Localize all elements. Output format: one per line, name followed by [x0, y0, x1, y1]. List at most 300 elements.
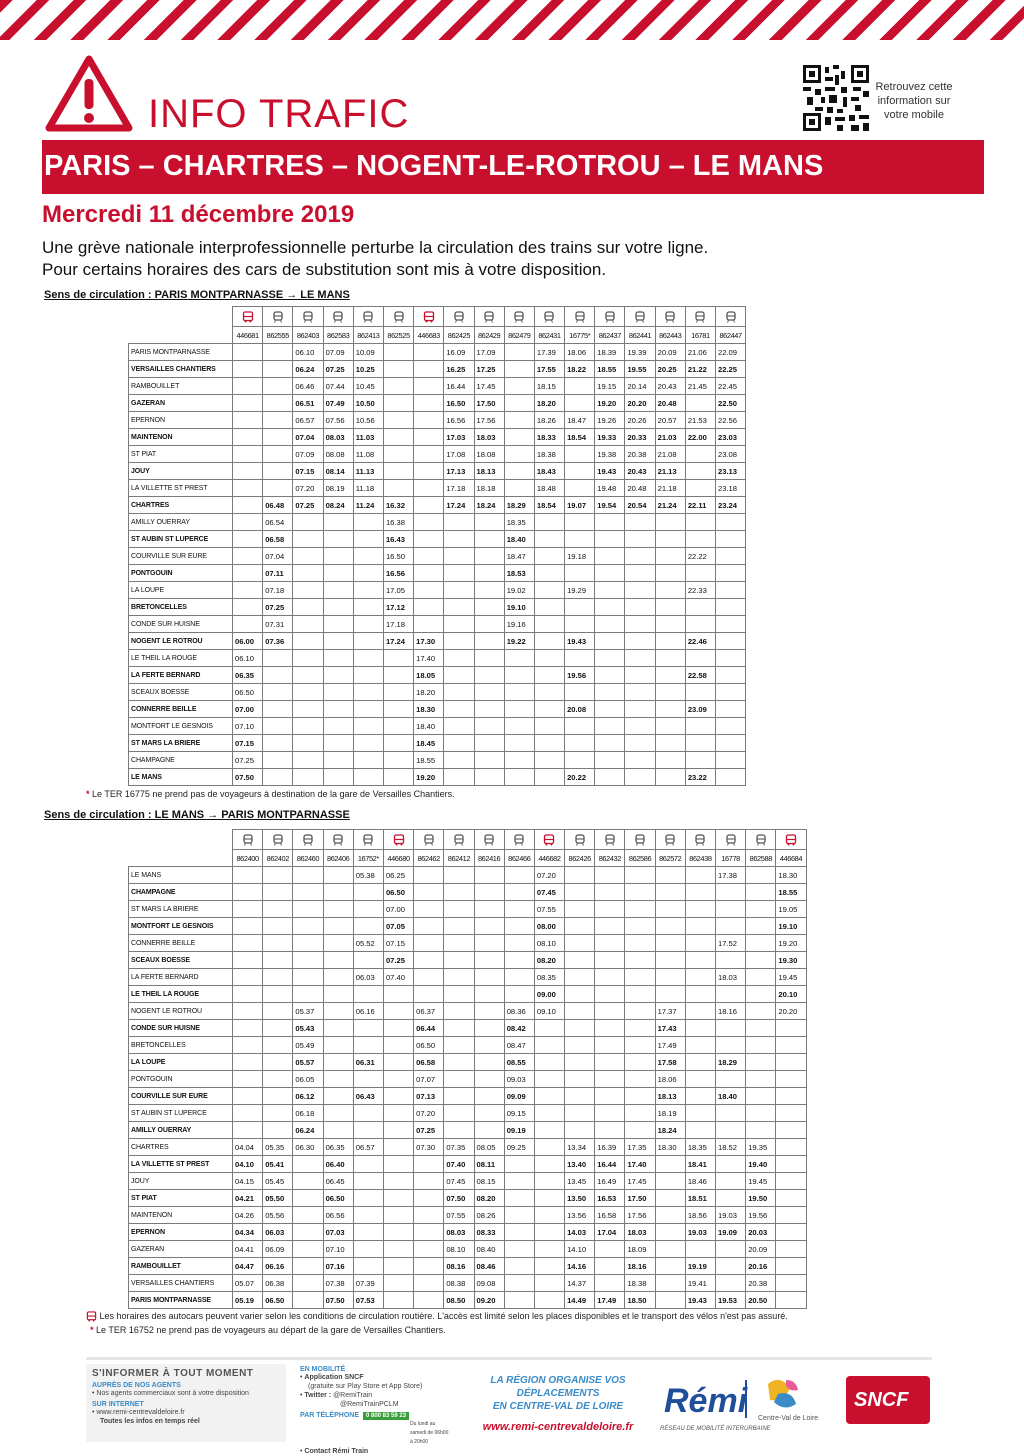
mobile-app[interactable]: • Application SNCF	[300, 1374, 364, 1381]
time-cell	[534, 616, 564, 633]
station-name: BRETONCELLES	[129, 1037, 233, 1054]
time-cell: 09.25	[504, 1139, 534, 1156]
time-cell	[323, 884, 353, 901]
time-cell: 07.38	[323, 1275, 353, 1292]
time-cell: 06.38	[263, 1275, 293, 1292]
time-cell: 06.10	[233, 650, 263, 667]
time-cell: 18.03	[716, 969, 746, 986]
mode-cell	[565, 830, 595, 850]
time-cell	[474, 1003, 504, 1020]
time-cell	[353, 1224, 383, 1241]
time-cell	[716, 1020, 746, 1037]
website-link[interactable]: www.remi-centrevaldeloire.fr	[482, 1421, 634, 1433]
time-cell	[263, 718, 293, 735]
time-cell: 18.16	[625, 1258, 655, 1275]
time-cell: 18.03	[474, 429, 504, 446]
train-icon	[393, 311, 405, 323]
station-name: LE MANS	[129, 867, 233, 884]
time-cell	[383, 1156, 413, 1173]
time-cell	[685, 480, 715, 497]
train-number: 16752*	[353, 850, 383, 867]
time-cell	[625, 684, 655, 701]
time-cell	[263, 412, 293, 429]
time-cell: 18.30	[776, 867, 806, 884]
time-cell: 20.16	[746, 1258, 776, 1275]
internet-url[interactable]: • www.remi-centrevaldeloire.fr	[92, 1409, 185, 1416]
time-cell	[655, 531, 685, 548]
time-cell: 06.16	[353, 1003, 383, 1020]
time-cell: 18.13	[655, 1088, 685, 1105]
time-cell	[534, 565, 564, 582]
time-cell: 13.34	[565, 1139, 595, 1156]
time-cell	[414, 565, 444, 582]
time-cell	[595, 650, 625, 667]
time-cell	[565, 616, 595, 633]
time-cell	[655, 718, 685, 735]
time-cell	[383, 1207, 413, 1224]
station-name: LE THEIL LA ROUGE	[129, 986, 233, 1003]
footer	[86, 1357, 932, 1455]
twitter-line-2[interactable]: @RemiTrainPCLM	[340, 1401, 399, 1408]
time-cell	[353, 884, 383, 901]
time-cell: 17.04	[595, 1224, 625, 1241]
time-cell	[323, 752, 353, 769]
train-icon	[604, 834, 616, 846]
time-cell: 19.15	[595, 378, 625, 395]
mode-cell	[534, 830, 564, 850]
time-cell: 18.41	[685, 1156, 715, 1173]
table-row	[129, 480, 746, 497]
time-cell	[534, 1207, 564, 1224]
time-cell	[323, 986, 353, 1003]
train-icon	[574, 311, 586, 323]
time-cell	[625, 1037, 655, 1054]
time-cell	[263, 667, 293, 684]
time-cell	[323, 1054, 353, 1071]
train-icon	[483, 834, 495, 846]
time-cell	[625, 884, 655, 901]
time-cell: 18.39	[595, 344, 625, 361]
time-cell: 08.24	[323, 497, 353, 514]
footnote-text: Le TER 16752 ne prend pas de voyageurs au départ de la gare de Versailles Chantiers.	[96, 1325, 446, 1335]
time-cell	[383, 1054, 413, 1071]
time-cell: 19.53	[716, 1292, 746, 1309]
time-cell: 06.54	[263, 514, 293, 531]
time-cell	[383, 480, 413, 497]
time-cell	[716, 1190, 746, 1207]
time-cell	[414, 884, 444, 901]
time-cell: 19.43	[565, 633, 595, 650]
time-cell	[444, 616, 474, 633]
time-cell: 06.56	[323, 1207, 353, 1224]
time-cell: 05.50	[263, 1190, 293, 1207]
time-cell: 06.50	[383, 884, 413, 901]
station-name: RAMBOUILLET	[129, 1258, 233, 1275]
time-cell	[293, 1258, 323, 1275]
time-cell: 17.45	[474, 378, 504, 395]
time-cell: 06.00	[233, 633, 263, 650]
time-cell	[716, 1173, 746, 1190]
train-icon	[664, 834, 676, 846]
mode-cell	[625, 830, 655, 850]
time-cell	[233, 1003, 263, 1020]
time-cell	[263, 1071, 293, 1088]
train-number: 862400	[233, 850, 263, 867]
time-cell	[565, 1122, 595, 1139]
time-cell: 07.45	[534, 884, 564, 901]
time-cell	[746, 1071, 776, 1088]
time-cell	[716, 531, 746, 548]
time-cell	[504, 901, 534, 918]
time-cell	[716, 918, 746, 935]
time-cell	[293, 616, 323, 633]
footer-info-panel	[86, 1364, 286, 1442]
time-cell: 07.44	[323, 378, 353, 395]
twitter-line[interactable]: • Twitter : @RemiTrain	[300, 1392, 373, 1399]
time-cell: 16.50	[444, 395, 474, 412]
time-cell: 06.50	[414, 1037, 444, 1054]
time-cell: 17.40	[414, 650, 444, 667]
time-cell	[595, 901, 625, 918]
time-cell	[293, 752, 323, 769]
time-cell	[776, 1258, 806, 1275]
time-cell	[444, 1037, 474, 1054]
qr-code-icon[interactable]	[803, 65, 869, 131]
time-cell	[383, 735, 413, 752]
station-name: CHAMPAGNE	[129, 884, 233, 901]
time-cell	[383, 1071, 413, 1088]
time-cell: 18.20	[414, 684, 444, 701]
phone-number[interactable]: 0 800 83 59 23	[363, 1412, 409, 1420]
time-cell	[655, 650, 685, 667]
header-corner	[129, 307, 233, 327]
time-cell: 11.13	[353, 463, 383, 480]
mode-cell	[534, 307, 564, 327]
description-line-1: Une grève nationale interprofessionnelle perturbe la circulation des trains sur votre ligne.	[42, 238, 709, 257]
asterisk-icon: *	[86, 789, 90, 799]
time-cell: 16.32	[383, 497, 413, 514]
time-cell	[716, 718, 746, 735]
time-cell: 13.40	[565, 1156, 595, 1173]
phone-title: PAR TÉLÉPHONE 0 800 83 59 23	[300, 1412, 452, 1420]
bus-icon	[393, 834, 405, 846]
time-cell: 06.50	[263, 1292, 293, 1309]
time-cell: 18.46	[685, 1173, 715, 1190]
time-cell	[233, 565, 263, 582]
time-cell: 08.38	[444, 1275, 474, 1292]
time-cell	[353, 1207, 383, 1224]
time-cell	[293, 901, 323, 918]
time-cell	[474, 650, 504, 667]
time-cell	[323, 1037, 353, 1054]
time-cell	[263, 480, 293, 497]
time-cell	[625, 1105, 655, 1122]
train-number: 862462	[414, 850, 444, 867]
time-cell: 04.26	[233, 1207, 263, 1224]
time-cell	[655, 565, 685, 582]
time-cell	[263, 1037, 293, 1054]
time-cell: 06.09	[263, 1241, 293, 1258]
bus-icon	[543, 834, 555, 846]
time-cell	[776, 1139, 806, 1156]
time-cell: 07.25	[383, 952, 413, 969]
table-row	[129, 463, 746, 480]
time-cell	[565, 395, 595, 412]
mode-cell	[444, 830, 474, 850]
time-cell	[595, 1241, 625, 1258]
time-cell	[595, 1037, 625, 1054]
time-cell	[504, 463, 534, 480]
time-cell	[383, 1292, 413, 1309]
time-cell	[625, 1088, 655, 1105]
time-cell	[655, 901, 685, 918]
time-cell	[383, 1224, 413, 1241]
time-cell	[685, 1071, 715, 1088]
time-cell: 20.03	[746, 1224, 776, 1241]
station-name: MAINTENON	[129, 429, 233, 446]
timetable-inbound	[128, 829, 807, 1309]
table-row	[129, 565, 746, 582]
time-cell	[685, 718, 715, 735]
time-cell	[655, 701, 685, 718]
time-cell	[534, 1258, 564, 1275]
train-icon	[755, 834, 767, 846]
time-cell	[233, 463, 263, 480]
station-name: COURVILLE SUR EURE	[129, 548, 233, 565]
time-cell: 17.55	[534, 361, 564, 378]
time-cell	[565, 565, 595, 582]
time-cell: 08.50	[444, 1292, 474, 1309]
time-cell	[383, 1258, 413, 1275]
asterisk-icon: *	[90, 1325, 94, 1335]
time-cell	[685, 1020, 715, 1037]
time-cell: 19.07	[565, 497, 595, 514]
time-cell	[685, 650, 715, 667]
time-cell: 07.10	[233, 718, 263, 735]
time-cell: 17.25	[474, 361, 504, 378]
time-cell: 05.56	[263, 1207, 293, 1224]
time-cell	[504, 1173, 534, 1190]
time-cell	[685, 952, 715, 969]
time-cell	[444, 1071, 474, 1088]
time-cell	[716, 752, 746, 769]
time-cell	[565, 1088, 595, 1105]
table-row	[129, 412, 746, 429]
time-cell: 17.40	[625, 1156, 655, 1173]
time-cell	[716, 884, 746, 901]
footer-contact-panel	[296, 1364, 456, 1455]
time-cell	[383, 718, 413, 735]
time-cell	[263, 446, 293, 463]
time-cell	[444, 1105, 474, 1122]
time-cell	[625, 918, 655, 935]
table-row	[129, 378, 746, 395]
time-cell	[414, 1190, 444, 1207]
mode-cell	[474, 830, 504, 850]
station-name: PONTGOUIN	[129, 1071, 233, 1088]
train-icon	[302, 311, 314, 323]
time-cell	[534, 531, 564, 548]
time-cell: 22.46	[685, 633, 715, 650]
train-number: 862572	[655, 850, 685, 867]
train-icon	[513, 311, 525, 323]
time-cell	[534, 1105, 564, 1122]
table-row	[129, 952, 807, 969]
time-cell: 04.47	[233, 1258, 263, 1275]
time-cell	[685, 446, 715, 463]
time-cell: 07.25	[263, 599, 293, 616]
time-cell	[323, 650, 353, 667]
time-cell: 19.35	[746, 1139, 776, 1156]
time-cell	[504, 867, 534, 884]
time-cell	[685, 884, 715, 901]
time-cell: 05.52	[353, 935, 383, 952]
time-cell: 20.50	[746, 1292, 776, 1309]
time-cell	[746, 1003, 776, 1020]
time-cell	[565, 901, 595, 918]
time-cell	[444, 1088, 474, 1105]
time-cell	[383, 1037, 413, 1054]
time-cell: 07.35	[444, 1139, 474, 1156]
station-name: CONNERRE BEILLE	[129, 701, 233, 718]
time-cell	[504, 769, 534, 786]
station-name: ST PIAT	[129, 1190, 233, 1207]
time-cell: 08.10	[534, 935, 564, 952]
time-cell	[293, 718, 323, 735]
time-cell	[655, 1241, 685, 1258]
time-cell: 17.18	[444, 480, 474, 497]
time-cell: 08.20	[474, 1190, 504, 1207]
time-cell: 04.10	[233, 1156, 263, 1173]
time-cell	[414, 395, 444, 412]
time-cell: 22.45	[716, 378, 746, 395]
time-cell	[353, 918, 383, 935]
train-icon	[332, 311, 344, 323]
time-cell	[353, 565, 383, 582]
time-cell	[323, 718, 353, 735]
time-cell	[716, 1258, 746, 1275]
table-row	[129, 395, 746, 412]
time-cell	[625, 769, 655, 786]
mode-cell	[685, 307, 715, 327]
time-cell	[474, 514, 504, 531]
time-cell	[504, 684, 534, 701]
time-cell	[625, 514, 655, 531]
time-cell	[655, 548, 685, 565]
time-cell	[414, 548, 444, 565]
time-cell	[565, 952, 595, 969]
time-cell	[565, 1003, 595, 1020]
time-cell: 07.20	[414, 1105, 444, 1122]
table-row	[129, 446, 746, 463]
time-cell	[746, 884, 776, 901]
station-name: GAZERAN	[129, 395, 233, 412]
time-cell	[444, 650, 474, 667]
time-cell	[444, 531, 474, 548]
time-cell	[625, 986, 655, 1003]
header-corner	[129, 327, 233, 344]
time-cell	[595, 599, 625, 616]
time-cell	[474, 616, 504, 633]
table-row	[129, 531, 746, 548]
time-cell: 21.18	[655, 480, 685, 497]
time-cell: 17.30	[414, 633, 444, 650]
time-cell: 23.03	[716, 429, 746, 446]
time-cell	[383, 752, 413, 769]
station-name: CONDE SUR HUISNE	[129, 616, 233, 633]
time-cell	[444, 884, 474, 901]
time-cell	[323, 633, 353, 650]
table-row	[129, 901, 807, 918]
time-cell: 16.49	[595, 1173, 625, 1190]
time-cell	[353, 769, 383, 786]
time-cell	[746, 1054, 776, 1071]
table-row	[129, 582, 746, 599]
time-cell: 18.56	[685, 1207, 715, 1224]
train-icon	[302, 834, 314, 846]
time-cell	[534, 1020, 564, 1037]
time-cell: 19.50	[746, 1190, 776, 1207]
time-cell	[534, 1292, 564, 1309]
time-cell: 08.36	[504, 1003, 534, 1020]
time-cell	[353, 1122, 383, 1139]
time-cell	[534, 684, 564, 701]
table-row	[129, 344, 746, 361]
time-cell	[383, 446, 413, 463]
time-cell	[293, 701, 323, 718]
train-icon	[272, 311, 284, 323]
train-number: 862525	[383, 327, 413, 344]
footnote-16752	[90, 1325, 446, 1335]
time-cell	[414, 463, 444, 480]
time-cell: 08.14	[323, 463, 353, 480]
time-cell: 19.18	[565, 548, 595, 565]
time-cell	[534, 1139, 564, 1156]
time-cell	[504, 1224, 534, 1241]
time-cell	[414, 497, 444, 514]
table-row	[129, 752, 746, 769]
time-cell	[444, 718, 474, 735]
time-cell	[625, 752, 655, 769]
time-cell: 21.53	[685, 412, 715, 429]
time-cell: 18.54	[565, 429, 595, 446]
table-row	[129, 969, 807, 986]
mode-cell	[233, 307, 263, 327]
time-cell: 20.48	[625, 480, 655, 497]
time-cell	[263, 395, 293, 412]
train-number: 862432	[595, 850, 625, 867]
time-cell	[263, 769, 293, 786]
time-cell: 18.30	[414, 701, 444, 718]
time-cell: 07.25	[293, 497, 323, 514]
time-cell: 07.31	[263, 616, 293, 633]
time-cell	[444, 701, 474, 718]
time-cell	[293, 935, 323, 952]
table-row	[129, 884, 807, 901]
time-cell	[323, 969, 353, 986]
time-cell	[595, 935, 625, 952]
time-cell	[534, 1088, 564, 1105]
time-cell	[293, 1156, 323, 1173]
time-cell	[776, 1071, 806, 1088]
time-cell	[565, 463, 595, 480]
time-cell: 18.24	[655, 1122, 685, 1139]
time-cell	[233, 429, 263, 446]
bus-icon	[242, 311, 254, 323]
time-cell	[534, 514, 564, 531]
mode-cell	[353, 307, 383, 327]
time-cell	[746, 901, 776, 918]
